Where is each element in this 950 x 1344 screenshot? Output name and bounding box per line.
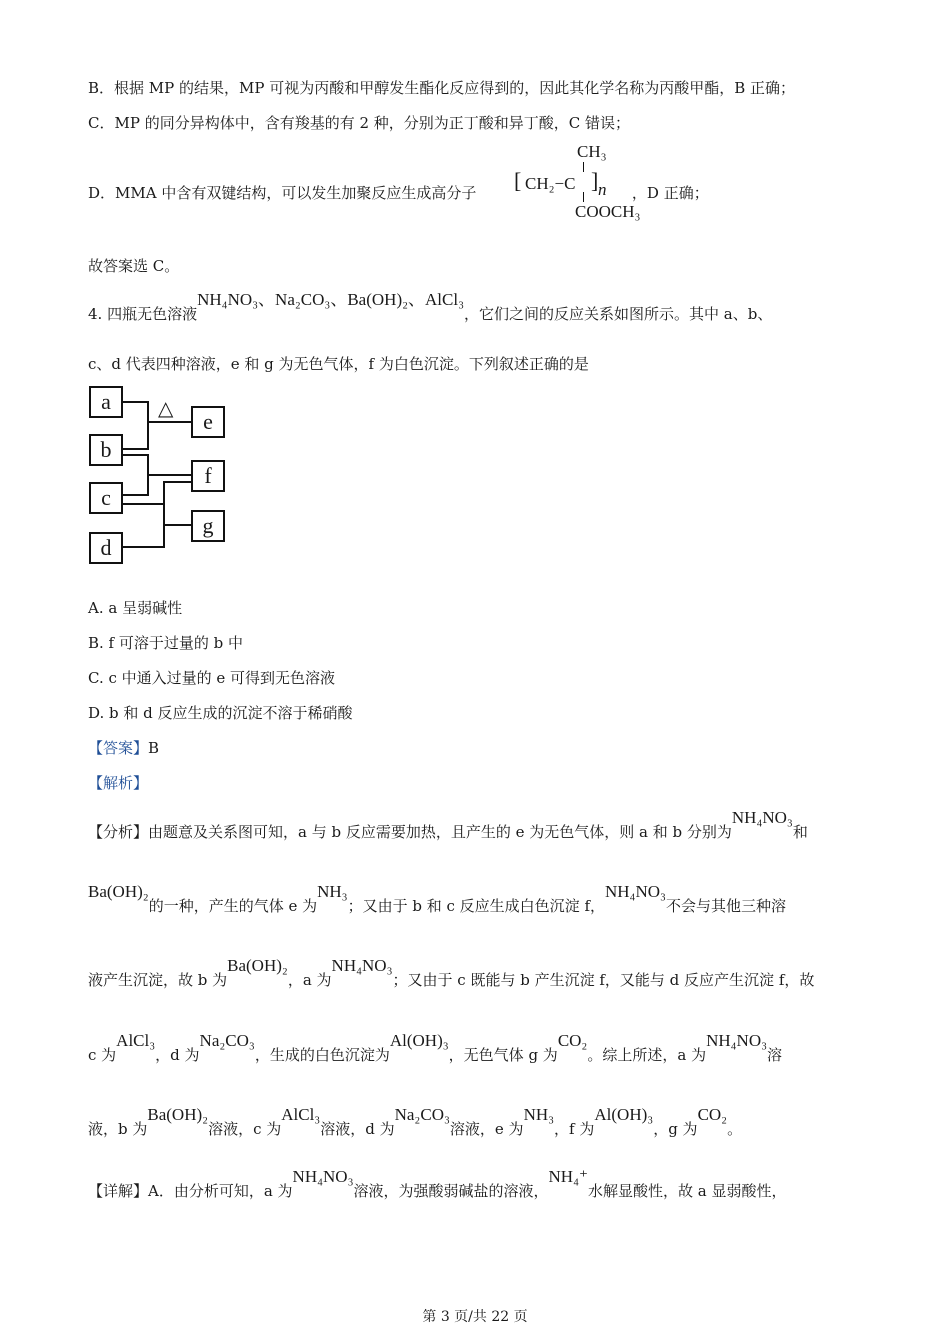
line-to-e — [147, 421, 193, 423]
node-d: d — [89, 532, 123, 564]
answer-line — [88, 738, 159, 758]
polymer-bond-top — [583, 162, 584, 172]
line-b-upper — [123, 448, 148, 450]
node-e: e — [191, 406, 225, 438]
analysis-line1 — [88, 808, 808, 842]
formula: CO₂ — [557, 1031, 588, 1050]
polymer-bracket-right: ] — [591, 168, 599, 193]
formula: NH₃ — [317, 882, 348, 901]
analysis-text: 溶液，c 为 — [208, 1120, 282, 1138]
node-f: f — [191, 460, 225, 492]
polymer-backbone: CH₂−C — [525, 174, 576, 193]
explanation-b: B．根据 MP 的结果，MP 可视为丙酸和甲醇发生酯化反应得到的，因此其化学名称为丙酸甲酯，B 正确； — [88, 79, 796, 97]
analysis-text: 溶液，d 为 — [320, 1120, 395, 1138]
analysis-line5 — [88, 1105, 743, 1139]
analysis-text: ，g 为 — [653, 1120, 698, 1138]
formula: NH₄NO₃ — [292, 1167, 354, 1186]
analysis-text: 溶 — [767, 1046, 783, 1064]
option-b: B. f 可溶于过量的 b 中 — [88, 634, 244, 652]
formula: AlCl₃ — [281, 1105, 321, 1124]
analysis-text: ；又由于 b 和 c 反应生成白色沉淀 f， — [347, 897, 605, 915]
detail-text: 【详解】A．由分析可知，a 为 — [88, 1182, 293, 1200]
explanation-d-text: D．MMA 中含有双键结构，可以发生加聚反应生成高分子 — [88, 184, 477, 202]
analysis-text: ，无色气体 g 为 — [448, 1046, 558, 1064]
analysis-text: 的一种，产生的气体 e 为 — [148, 897, 318, 915]
analysis-text: ，生成的白色沉淀为 — [254, 1046, 390, 1064]
formula: NH₃ — [523, 1105, 555, 1124]
analysis-text: ，f 为 — [554, 1120, 595, 1138]
line-cd-to-f — [163, 481, 193, 483]
analysis-text: 液产生沉淀，故 b 为 — [88, 971, 228, 989]
explanation-d-conclusion: ，D 正确； — [631, 184, 709, 202]
polymer-ch3: CH₃ — [577, 142, 607, 161]
answer-selection: 故答案选 C。 — [88, 257, 180, 275]
analysis-text: 液，b 为 — [88, 1120, 148, 1138]
analysis-text: 溶液，e 为 — [449, 1120, 524, 1138]
formula: Al(OH)₃ — [389, 1031, 449, 1050]
question-4-stem-line1 — [88, 290, 773, 324]
solution-formulas: NH₄NO₃、Na₂CO₃、Ba(OH)₂、AlCl₃ — [197, 290, 465, 309]
analysis-text: ；又由于 c 既能与 b 产生沉淀 f，又能与 d 反应产生沉淀 f，故 — [392, 971, 815, 989]
node-a: a — [89, 386, 123, 418]
answer-label: 【答案】 — [88, 739, 149, 757]
analysis-text: 。综上所述，a 为 — [587, 1046, 707, 1064]
explanation-c: C．MP 的同分异构体中，含有羧基的有 2 种，分别为正丁酸和异丁酸，C 错误； — [88, 114, 631, 132]
formula: AlCl₃ — [116, 1031, 156, 1050]
option-c: C. c 中通入过量的 e 可得到无色溶液 — [88, 669, 336, 687]
analysis-text: c 为 — [88, 1046, 117, 1064]
heat-symbol: △ — [158, 396, 174, 420]
polymer-n: n — [598, 180, 607, 199]
analysis-line2 — [88, 882, 786, 916]
line-d — [123, 546, 164, 548]
analysis-text: 不会与其他三种溶 — [665, 897, 786, 915]
formula: NH₄⁺ — [548, 1167, 588, 1186]
analysis-heading: 【解析】 — [88, 774, 149, 792]
formula: Al(OH)₃ — [594, 1105, 654, 1124]
node-b: b — [89, 434, 123, 466]
formula: CO₂ — [697, 1105, 728, 1124]
option-a: A. a 呈弱碱性 — [88, 599, 183, 617]
formula: NH₄NO₃ — [706, 1031, 768, 1050]
node-c: c — [89, 482, 123, 514]
polymer-bond-bottom — [583, 192, 584, 202]
polymer-bracket-left: [ — [514, 168, 522, 193]
line-c-lower — [123, 503, 164, 505]
formula: Ba(OH)₂ — [147, 1105, 209, 1124]
question-4-stem-line2: c、d 代表四种溶液，e 和 g 为无色气体，f 为白色沉淀。下列叙述正确的是 — [88, 355, 589, 373]
detail-text: 溶液，为强酸弱碱盐的溶液， — [353, 1182, 549, 1200]
line-b-lower — [123, 454, 148, 456]
option-d: D. b 和 d 反应生成的沉淀不溶于稀硝酸 — [88, 704, 353, 722]
detail-text: 水解显酸性，故 a 显弱酸性， — [588, 1182, 787, 1200]
answer-value: B — [148, 739, 160, 757]
detail-line1 — [88, 1167, 787, 1201]
formula: Na₂CO₃ — [394, 1105, 450, 1124]
formula: NH₄NO₃ — [605, 882, 666, 901]
formula: NH₄NO₃ — [731, 808, 793, 827]
line-a — [123, 401, 148, 403]
formula: Ba(OH)₂ — [88, 882, 149, 901]
analysis-line4 — [88, 1031, 783, 1065]
line-ab-vertical — [147, 401, 149, 450]
polymer-cooch3: COOCH₃ — [575, 202, 641, 221]
line-cd-up — [163, 481, 165, 505]
analysis-text: ，d 为 — [155, 1046, 200, 1064]
formula: Ba(OH)₂ — [227, 956, 288, 975]
page-footer: 第 3 页/共 22 页 — [422, 1309, 528, 1325]
analysis-line3 — [88, 956, 815, 990]
question-number: 4. 四瓶无色溶液 — [88, 305, 198, 323]
node-g: g — [191, 510, 225, 542]
formula: Na₂CO₃ — [199, 1031, 255, 1050]
line-c-upper — [123, 494, 148, 496]
analysis-text: ，a 为 — [287, 971, 332, 989]
analysis-text: 和 — [792, 823, 808, 841]
analysis-text: 【分析】由题意及关系图可知，a 与 b 反应需要加热，且产生的 e 为无色气体，则 a 和 b 分别为 — [88, 823, 732, 841]
line-to-f — [147, 474, 193, 476]
analysis-text: 。 — [727, 1120, 743, 1138]
formula: NH₄NO₃ — [331, 956, 393, 975]
explanation-d — [88, 183, 709, 203]
line-to-g — [163, 524, 193, 526]
question-4-stem-cont: ，它们之间的反应关系如图所示。其中 a、b、 — [464, 305, 773, 323]
